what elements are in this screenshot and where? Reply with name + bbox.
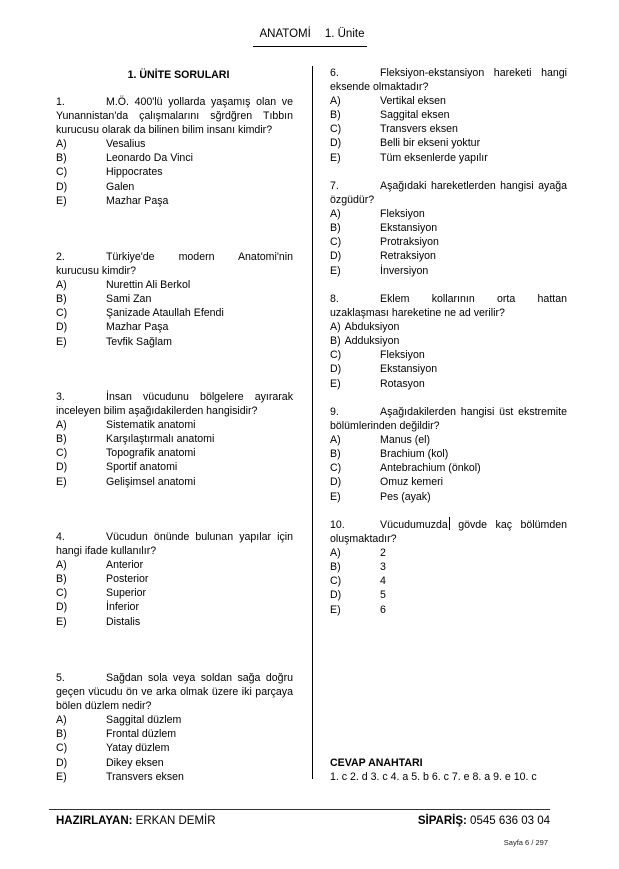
question-number: 7. [330, 180, 339, 192]
question-6 [330, 66, 567, 165]
option-d: D) Belli bir ekseni yoktur [330, 137, 481, 150]
option-e: E) İnversiyon [330, 264, 429, 277]
footer-order [418, 815, 550, 827]
option-d: D) Mazhar Paşa [56, 321, 169, 334]
left-column [56, 66, 293, 783]
option-c: C) Yatay düzlem [56, 742, 170, 755]
option-c: C) Transvers eksen [330, 123, 458, 136]
option-b: B) Frontal düzlem [56, 728, 177, 741]
prepared-label: HAZIRLAYAN: [56, 815, 133, 827]
option-e: E) Rotasyon [330, 377, 425, 390]
question-5 [56, 671, 293, 784]
question-text: 8. Eklem kollarının orta hattan uzaklaşması hareketine ne ad verilir? [330, 293, 567, 320]
question-text: 6. Fleksiyon-ekstansiyon hareketi hangi eksende olmaktadır? [330, 67, 567, 94]
option-c: C) 4 [330, 575, 386, 588]
option-a: A) Vesalius [56, 138, 146, 151]
question-number: 3. [56, 391, 65, 403]
option-e: E) Tüm eksenlerde yapılır [330, 151, 488, 164]
question-number: 8. [330, 293, 339, 305]
footer-rule [49, 809, 550, 810]
question-number: 5. [56, 672, 65, 684]
page-number: Sayfa 6 / 297 [503, 838, 548, 847]
question-9 [330, 405, 567, 504]
option-a: A) Abduksiyon [330, 321, 400, 334]
option-a: A) Anterior [56, 559, 144, 572]
option-e: E) 6 [330, 603, 386, 616]
question-10 [330, 517, 567, 617]
option-d: D) İnferior [56, 601, 139, 614]
option-d: D) Dikey eksen [56, 756, 164, 769]
option-c: C) Fleksiyon [330, 349, 425, 362]
option-a: A) Manus (el) [330, 434, 431, 447]
question-8 [330, 292, 567, 391]
order-label: SİPARİŞ: [417, 815, 467, 827]
option-d: D) Ekstansiyon [330, 363, 438, 376]
option-c: C) Hippocrates [56, 166, 163, 179]
question-text: 4. Vücudun önünde bulunan yapılar için hangi ifade kullanılır? [56, 531, 293, 558]
option-a: A) Saggital düzlem [56, 714, 182, 727]
order-phone: 0545 636 03 04 [470, 815, 550, 827]
option-b: B) 3 [330, 561, 386, 574]
answer-key [330, 756, 567, 784]
option-d: D) Galen [56, 180, 135, 193]
option-a: A) Fleksiyon [330, 208, 425, 221]
column-divider [312, 66, 313, 779]
question-text: 7. Aşağıdaki hareketlerden hangisi ayağa özgüdür? [330, 180, 567, 207]
option-a: A) Nurettin Ali Berkol [56, 279, 191, 292]
answer-key-title: CEVAP ANAHTARI [330, 757, 423, 769]
question-text: 2. Türkiye'de modern Anatomi'nin kurucusu kimdir? [56, 251, 293, 278]
option-a: A) Sistematik anatomi [56, 419, 196, 432]
option-a: A) 2 [330, 547, 386, 560]
question-4 [56, 530, 293, 629]
option-e: E) Gelişimsel anatomi [56, 475, 196, 488]
question-text: 5. Sağdan sola veya soldan sağa doğru geçen vücudu ön ve arka olmak üzere iki parçaya bölen düzlem nedir? [56, 672, 293, 713]
question-text: 3. İnsan vücudunu bölgelere ayırarak inceleyen bilim aşağıdakilerden hangisidir? [56, 391, 293, 418]
option-b: B) Posterior [56, 573, 149, 586]
option-c: C) Topografik anatomi [56, 447, 196, 460]
option-c: C) Protraksiyon [330, 236, 439, 249]
option-e: E) Transvers eksen [56, 770, 184, 783]
question-3 [56, 390, 293, 489]
option-c: C) Şanizade Ataullah Efendi [56, 307, 224, 320]
option-b: B) Leonardo Da Vinci [56, 152, 193, 165]
question-number: 10. [330, 519, 345, 531]
question-number: 4. [56, 531, 65, 543]
question-number: 1. [56, 96, 65, 108]
question-2 [56, 250, 293, 349]
question-text: 1. M.Ö. 400'lü yollarda yaşamış olan ve Yunannistan'da çalışmalarını sğrdğren Tıbbın kurucusu olarak da bilinen bilim insanı kimdir? [56, 96, 293, 137]
prepared-name: ERKAN DEMİR [135, 815, 216, 827]
option-d: D) Retraksiyon [330, 250, 436, 263]
option-e: E) Distalis [56, 615, 141, 628]
section-title: 1. ÜNİTE SORULARI [127, 69, 230, 81]
option-b: B) Karşılaştırmalı anatomi [56, 433, 215, 446]
question-text[interactable]: 10. Vücudumuzda gövde kaç bölümden oluşmaktadır? [330, 519, 567, 546]
option-e: E) Pes (ayak) [330, 490, 431, 503]
page-header [256, 28, 368, 46]
question-text: 9. Aşağıdakilerden hangisi üst ekstremite bölümlerinden değildir? [330, 406, 567, 433]
question-number: 6. [330, 67, 339, 79]
option-b: B) Ekstansiyon [330, 222, 438, 235]
option-d: D) Sportif anatomi [56, 461, 178, 474]
option-d: D) 5 [330, 589, 386, 602]
option-b: B) Adduksiyon [330, 335, 400, 348]
option-a: A) Vertikal eksen [330, 95, 446, 108]
option-d: D) Omuz kemeri [330, 476, 443, 489]
option-b: B) Brachium (kol) [330, 448, 449, 461]
header-subject: ANATOMİ [259, 28, 311, 40]
option-b: B) Sami Zan [56, 293, 152, 306]
option-c: C) Antebrachium (önkol) [330, 462, 481, 475]
question-7 [330, 179, 567, 278]
question-number: 9. [330, 406, 339, 418]
header-unit: 1. Ünite [324, 28, 365, 40]
question-1 [56, 95, 293, 208]
answer-key-text: 1. c 2. d 3. c 4. a 5. b 6. c 7. e 8. a 9. e 10. c [330, 771, 537, 784]
question-number: 2. [56, 251, 65, 263]
option-e: E) Tevfik Sağlam [56, 335, 172, 348]
header-rule [253, 46, 367, 47]
option-b: B) Saggital eksen [330, 109, 450, 122]
footer-prepared-by [56, 815, 216, 827]
option-c: C) Superior [56, 587, 147, 600]
option-e: E) Mazhar Paşa [56, 194, 169, 207]
